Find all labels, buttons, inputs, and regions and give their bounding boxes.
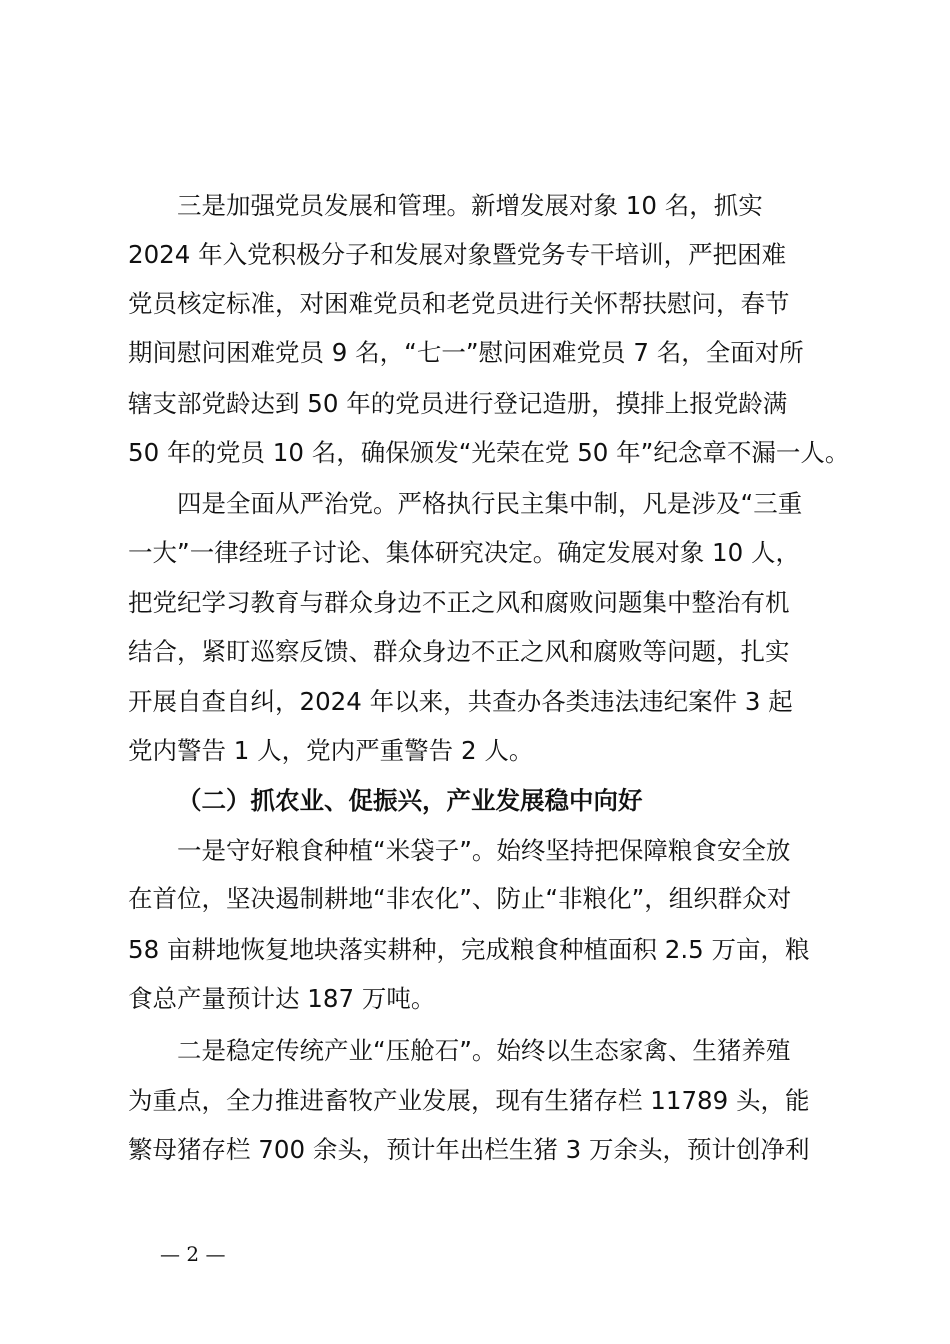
- paragraph-1-line-5: 辖支部党龄达到 50 年的党员进行登记造册，摸排上报党龄满: [128, 389, 788, 418]
- paragraph-2-line-6: 党内警告 1 人，党内严重警告 2 人。: [128, 736, 534, 765]
- paragraph-1-line-1: 三是加强党员发展和管理。新增发展对象 10 名，抓实: [177, 191, 763, 220]
- paragraph-3-line-4: 食总产量预计达 187 万吨。: [128, 984, 436, 1013]
- paragraph-4-line-3: 繁母猪存栏 700 余头，预计年出栏生猪 3 万余头，预计创净利: [128, 1135, 810, 1164]
- page-number: — 2 —: [160, 1242, 226, 1266]
- paragraph-1-line-6: 50 年的党员 10 名，确保颁发“光荣在党 50 年”纪念章不漏一人。: [128, 438, 850, 467]
- section-heading: （二）抓农业、促振兴，产业发展稳中向好: [177, 786, 643, 815]
- paragraph-2-line-4: 结合，紧盯巡察反馈、群众身边不正之风和腐败等问题，扎实: [128, 637, 790, 666]
- paragraph-2-line-1: 四是全面从严治党。严格执行民主集中制，凡是涉及“三重: [177, 489, 803, 518]
- paragraph-3-line-2: 在首位，坚决遏制耕地“非农化”、防止“非粮化”，组织群众对: [128, 884, 792, 913]
- paragraph-4-line-1: 二是稳定传统产业“压舱石”。始终以生态家禽、生猪养殖: [177, 1036, 791, 1065]
- paragraph-2-line-3: 把党纪学习教育与群众身边不正之风和腐败问题集中整治有机: [128, 588, 790, 617]
- paragraph-2-line-5: 开展自查自纠，2024 年以来，共查办各类违法违纪案件 3 起: [128, 687, 793, 716]
- paragraph-1-line-2: 2024 年入党积极分子和发展对象暨党务专干培训，严把困难: [128, 240, 787, 269]
- paragraph-2-line-2: 一大”一律经班子讨论、集体研究决定。确定发展对象 10 人，: [128, 538, 800, 567]
- paragraph-1-line-3: 党员核定标准，对困难党员和老党员进行关怀帮扶慰问，春节: [128, 289, 790, 318]
- paragraph-4-line-2: 为重点，全力推进畜牧产业发展，现有生猪存栏 11789 头，能: [128, 1086, 810, 1115]
- paragraph-3-line-1: 一是守好粮食种植“米袋子”。始终坚持把保障粮食安全放: [177, 836, 791, 865]
- paragraph-1-line-4: 期间慰问困难党员 9 名，“七一”慰问困难党员 7 名，全面对所: [128, 338, 804, 367]
- paragraph-3-line-3: 58 亩耕地恢复地块落实耕种，完成粮食种植面积 2.5 万亩，粮: [128, 935, 810, 964]
